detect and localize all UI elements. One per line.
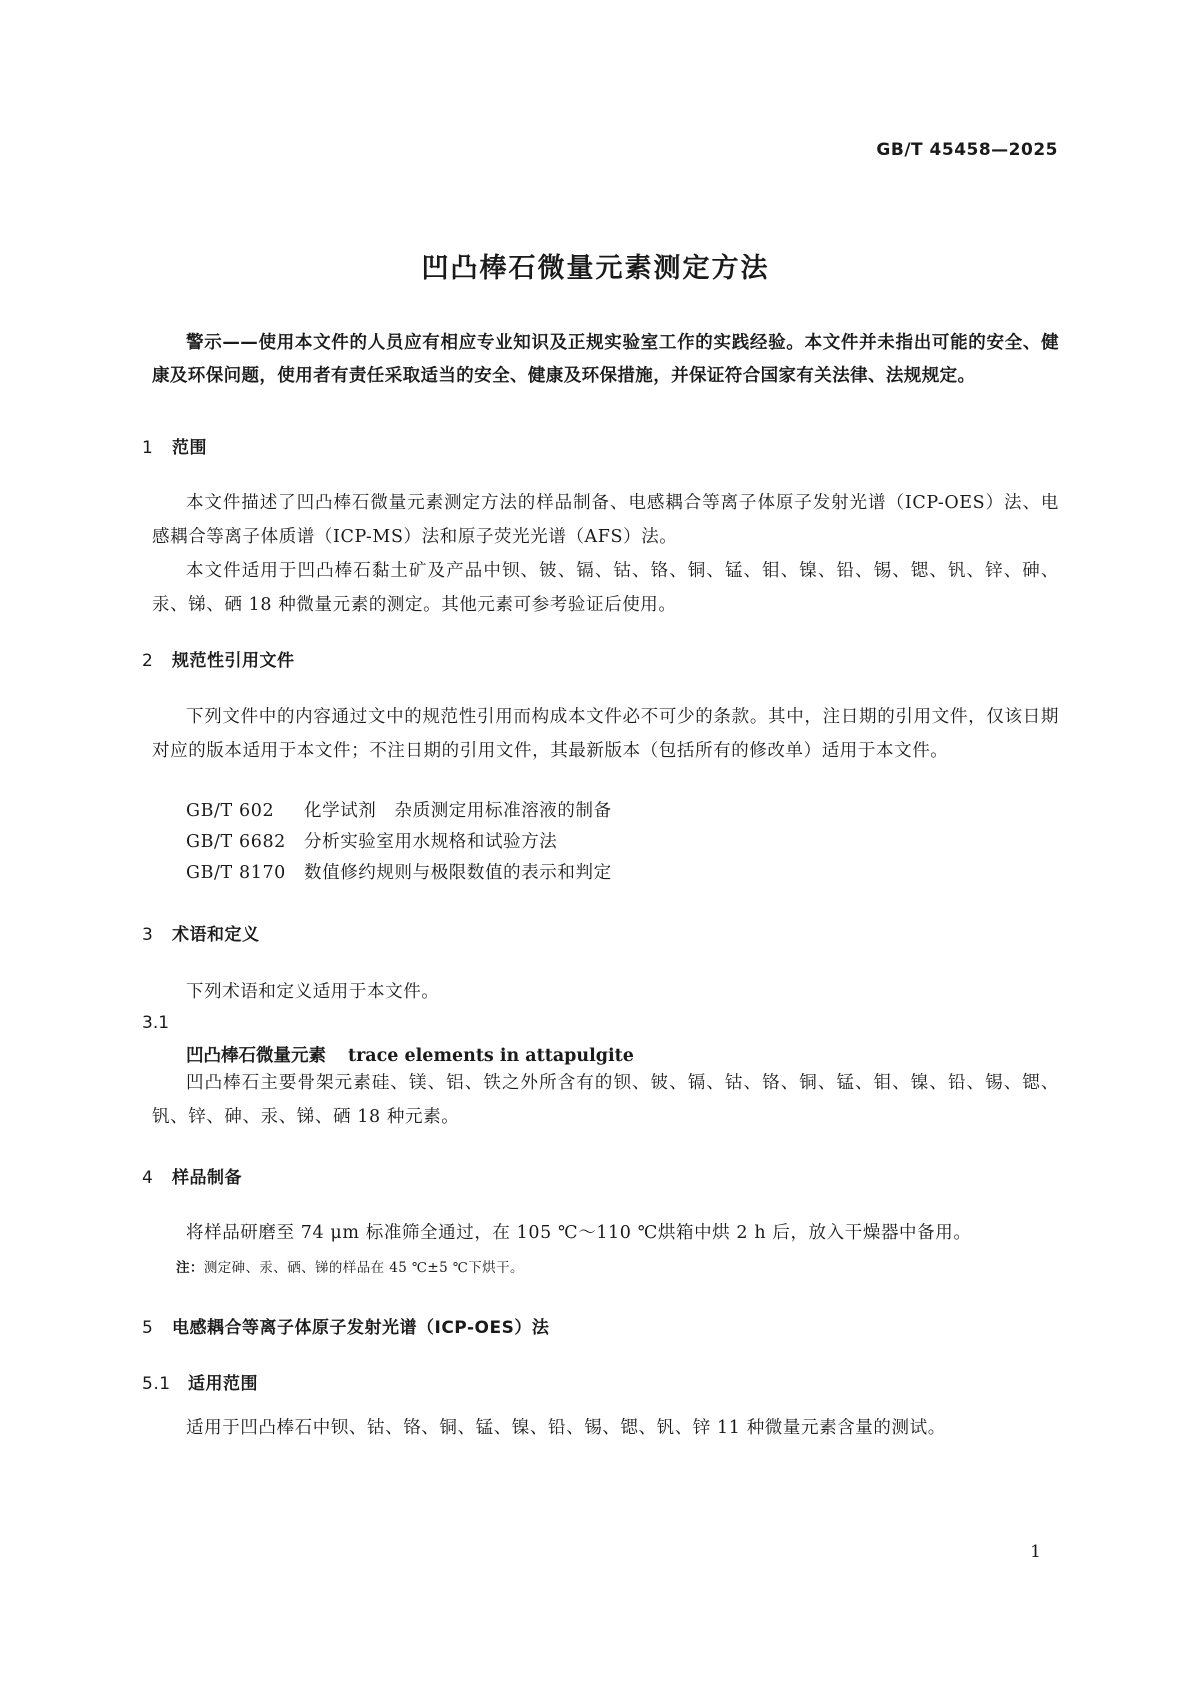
reference-item xyxy=(186,859,612,884)
note-label: 注： xyxy=(176,1260,204,1276)
subsection-title: 适用范围 xyxy=(188,1374,258,1394)
reference-code: GB/T 8170 xyxy=(186,863,286,883)
term-chinese: 凹凸棒石微量元素 xyxy=(186,1046,326,1066)
note-text: 测定砷、汞、硒、锑的样品在 45 ℃±5 ℃下烘干。 xyxy=(203,1260,524,1276)
section-number: 1 xyxy=(142,438,154,458)
reference-code: GB/T 6682 xyxy=(186,832,286,852)
section-title: 范围 xyxy=(172,438,207,458)
section-2-heading xyxy=(142,646,295,671)
scope-paragraph-1: 本文件描述了凹凸棒石微量元素测定方法的样品制备、电感耦合等离子体原子发射光谱（ICP-OES）法、电感耦合等离子体质谱（ICP-MS）法和原子荧光光谱（AFS）法。 xyxy=(152,493,1059,547)
term-number: 3.1 xyxy=(142,1013,170,1033)
section-1-heading xyxy=(142,433,207,458)
normative-references-paragraph: 下列文件中的内容通过文中的规范性引用而构成本文件必不可少的条款。其中，注日期的引用文件，仅该日期对应的版本适用于本文件；不注日期的引用文件，其最新版本（包括所有的修改单）适用于本文件。 xyxy=(152,707,1059,761)
scope-of-application-paragraph: 适用于凹凸棒石中钡、钴、铬、铜、锰、镍、铅、锡、锶、钒、锌 11 种微量元素含量的测试。 xyxy=(186,1418,946,1438)
terms-intro-paragraph: 下列术语和定义适用于本文件。 xyxy=(186,982,440,1002)
section-title: 规范性引用文件 xyxy=(172,651,295,671)
subsection-5-1-heading xyxy=(142,1369,258,1394)
document-code: GB/T 45458—2025 xyxy=(876,140,1058,160)
reference-title: 化学试剂 杂质测定用标准溶液的制备 xyxy=(304,801,612,821)
note xyxy=(176,1256,524,1276)
scope-paragraph-2: 本文件适用于凹凸棒石黏土矿及产品中钡、铍、镉、钴、铬、铜、锰、钼、镍、铅、锡、锶、钒、锌、砷、汞、锑、硒 18 种微量元素的测定。其他元素可参考验证后使用。 xyxy=(152,561,1059,615)
document-title: 凹凸棒石微量元素测定方法 xyxy=(421,253,770,284)
warning-paragraph: 警示——使用本文件的人员应有相应专业知识及正规实验室工作的实践经验。本文件并未指出可能的安全、健康及环保问题，使用者有责任采取适当的安全、健康及环保措施，并保证符合国家有关法律、法规规定。 xyxy=(152,333,1059,386)
subsection-number: 5.1 xyxy=(142,1374,171,1394)
section-number: 5 xyxy=(142,1318,154,1338)
page-number: 1 xyxy=(1030,1542,1041,1562)
term-english: trace elements in attapulgite xyxy=(348,1046,634,1066)
reference-item xyxy=(186,797,612,822)
section-4-heading xyxy=(142,1163,242,1188)
reference-title: 数值修约规则与极限数值的表示和判定 xyxy=(304,863,612,883)
section-3-heading xyxy=(142,920,260,945)
reference-title: 分析实验室用水规格和试验方法 xyxy=(304,832,558,852)
section-5-heading xyxy=(142,1313,549,1338)
section-number: 3 xyxy=(142,925,154,945)
term-definition: 凹凸棒石主要骨架元素硅、镁、铝、铁之外所含有的钡、铍、镉、钴、铬、铜、锰、钼、镍、铅、锡、锶、钒、锌、砷、汞、锑、硒 18 种元素。 xyxy=(152,1073,1059,1127)
section-title: 样品制备 xyxy=(172,1168,242,1188)
reference-item xyxy=(186,828,557,853)
section-number: 4 xyxy=(142,1168,154,1188)
section-title: 电感耦合等离子体原子发射光谱（ICP-OES）法 xyxy=(172,1318,550,1338)
sample-prep-paragraph: 将样品研磨至 74 μm 标准筛全通过，在 105 ℃～110 ℃烘箱中烘 2 h 后，放入干燥器中备用。 xyxy=(186,1223,972,1243)
term-entry xyxy=(186,1042,634,1067)
section-number: 2 xyxy=(142,651,154,671)
reference-code: GB/T 602 xyxy=(186,801,275,821)
section-title: 术语和定义 xyxy=(172,925,260,945)
